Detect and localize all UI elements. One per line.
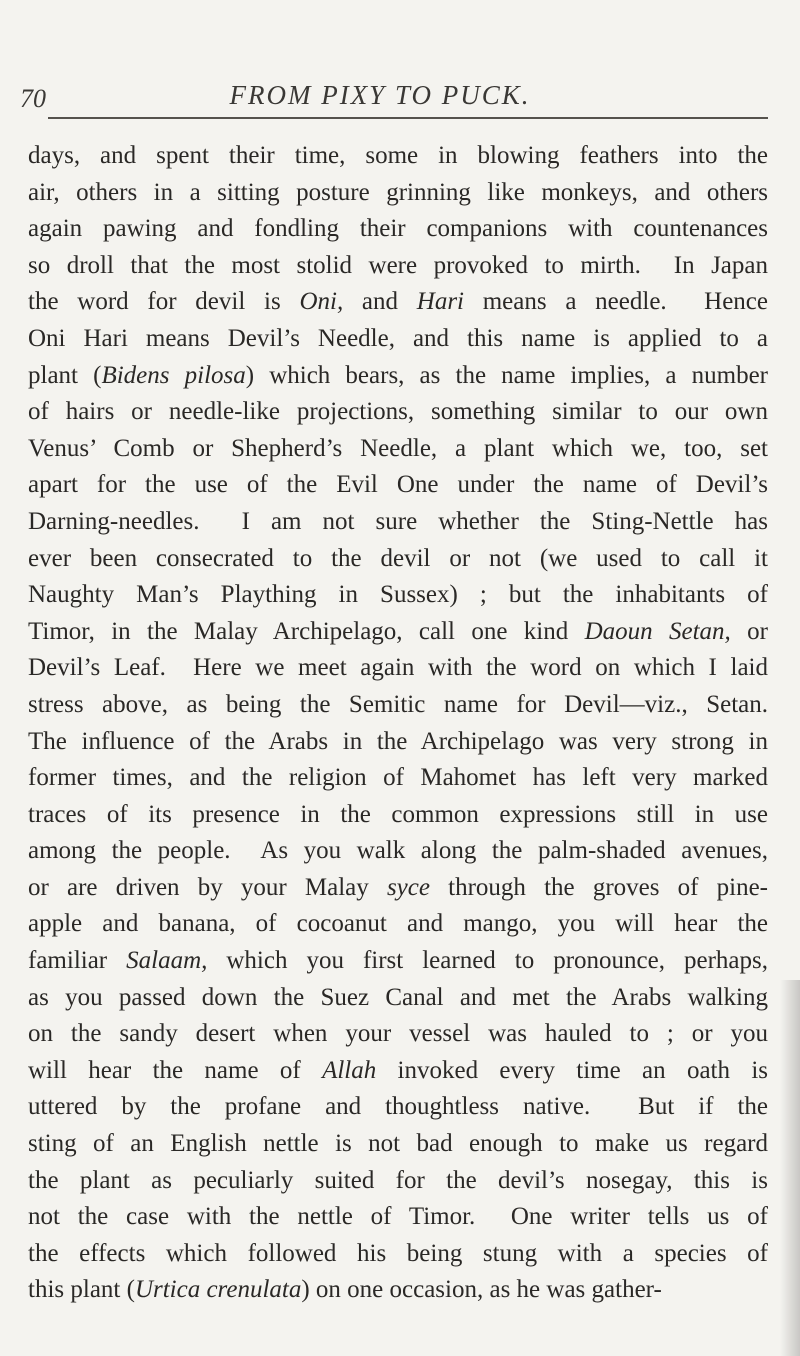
text-line	[28, 504, 768, 541]
text-run: this plant (	[28, 1276, 135, 1304]
text-line	[28, 980, 768, 1017]
text-line	[28, 1199, 768, 1236]
italic-text: Hari	[416, 288, 464, 316]
text-run: or	[730, 617, 768, 645]
text-run: not the case with the nettle of Timor. One writer tells us of	[28, 1203, 768, 1231]
text-line	[28, 1126, 768, 1163]
page-edge-shadow	[780, 980, 800, 1356]
text-line	[28, 906, 768, 943]
italic-text: Bidens pilosa	[101, 361, 246, 389]
text-run: sting of an English nettle is not bad enough to make us regard	[28, 1130, 768, 1158]
text-line	[28, 541, 768, 578]
text-run: and	[343, 288, 417, 316]
text-run: so droll that the most stolid were provoked to mirth. In Japan	[28, 251, 768, 279]
text-run: familiar	[28, 947, 127, 975]
header-rule	[48, 117, 768, 119]
text-line	[28, 943, 768, 980]
text-line	[28, 1016, 768, 1053]
text-line	[28, 1272, 768, 1309]
text-line	[28, 870, 768, 907]
text-run: air, others in a sitting posture grinning like monkeys, and others	[28, 178, 768, 206]
text-run: Timor, in the Malay Archipelago, call one kind	[28, 617, 585, 645]
text-line	[28, 358, 768, 395]
text-run: Oni Hari means Devil’s Needle, and this name is applied to a	[28, 324, 768, 352]
text-run: the plant as peculiarly suited for the devil’s nosegay, this is	[28, 1166, 768, 1194]
text-line	[28, 467, 768, 504]
text-line	[28, 797, 768, 834]
text-line	[28, 1163, 768, 1200]
text-run: means a needle. Hence	[464, 288, 768, 316]
italic-text: syce	[386, 873, 430, 901]
text-run: Darning-needles. I am not sure whether the Sting-Nettle has	[28, 507, 768, 535]
text-run: through the groves of pine-	[429, 873, 769, 901]
text-line	[28, 1089, 768, 1126]
text-run: Naughty Man’s Plaything in Sussex) ; but the inhabitants of	[28, 581, 768, 609]
text-line	[28, 284, 768, 321]
text-run: ever been consecrated to the devil or not (we used to call it	[28, 544, 768, 572]
text-line	[28, 760, 768, 797]
italic-text: Urtica crenulata	[134, 1276, 302, 1304]
italic-text: Oni,	[299, 288, 344, 316]
italic-text: Daoun Setan,	[584, 617, 731, 645]
text-run: plant (	[28, 361, 102, 389]
text-run: The influence of the Arabs in the Archipelago was very strong in	[28, 727, 768, 755]
text-run: of hairs or needle-like projections, something similar to our own	[28, 398, 768, 426]
text-line	[28, 211, 768, 248]
text-line	[28, 687, 768, 724]
body-text	[28, 138, 768, 1309]
text-line	[28, 724, 768, 761]
text-run: on the sandy desert when your vessel was hauled to ; or you	[28, 1020, 768, 1048]
italic-text: Salaam,	[126, 947, 208, 975]
text-run: among the people. As you walk along the palm-shaded avenues,	[28, 837, 768, 865]
text-run: will hear the name of	[28, 1056, 323, 1084]
text-run: stress above, as being the Semitic name for Devil—viz., Setan.	[28, 690, 768, 718]
text-line	[28, 650, 768, 687]
text-line	[28, 614, 768, 651]
text-line	[28, 321, 768, 358]
text-run: or are driven by your Malay	[28, 873, 387, 901]
text-run: Venus’ Comb or Shepherd’s Needle, a plant which we, too, set	[28, 434, 768, 462]
text-run: apple and banana, of cocoanut and mango, you will hear the	[28, 910, 768, 938]
text-run: days, and spent their time, some in blowing feathers into the	[28, 142, 768, 169]
page-number: 70	[20, 84, 46, 113]
text-run: traces of its presence in the common expressions still in use	[28, 800, 768, 828]
text-run: which you first learned to pronounce, perhaps,	[207, 947, 768, 975]
text-run: apart for the use of the Evil One under the name of Devil’s	[28, 471, 768, 499]
text-run: the effects which followed his being stung with a species of	[28, 1239, 768, 1267]
text-run: as you passed down the Suez Canal and met the Arabs walking	[28, 983, 768, 1011]
text-line	[28, 175, 768, 212]
text-run: ) which bears, as the name implies, a number	[245, 361, 768, 389]
text-run: invoked every time an oath is	[376, 1056, 769, 1084]
text-line	[28, 248, 768, 285]
text-line	[28, 431, 768, 468]
text-run: ) on one occasion, as he was gather-	[301, 1276, 662, 1304]
text-run: the word for devil is	[28, 288, 300, 316]
text-run: Devil’s Leaf. Here we meet again with the word on which I laid	[28, 654, 768, 682]
text-line	[28, 138, 768, 175]
text-run: again pawing and fondling their companions with countenances	[28, 215, 768, 243]
text-line	[28, 394, 768, 431]
text-line	[28, 577, 768, 614]
text-line	[28, 1236, 768, 1273]
italic-text: Allah	[322, 1056, 377, 1084]
text-run: uttered by the profane and thoughtless native. But if the	[28, 1093, 768, 1121]
text-run: former times, and the religion of Mahomet has left very marked	[28, 764, 768, 792]
text-line	[28, 833, 768, 870]
running-title: FROM PIXY TO PUCK.	[229, 80, 531, 110]
text-line	[28, 1053, 768, 1090]
